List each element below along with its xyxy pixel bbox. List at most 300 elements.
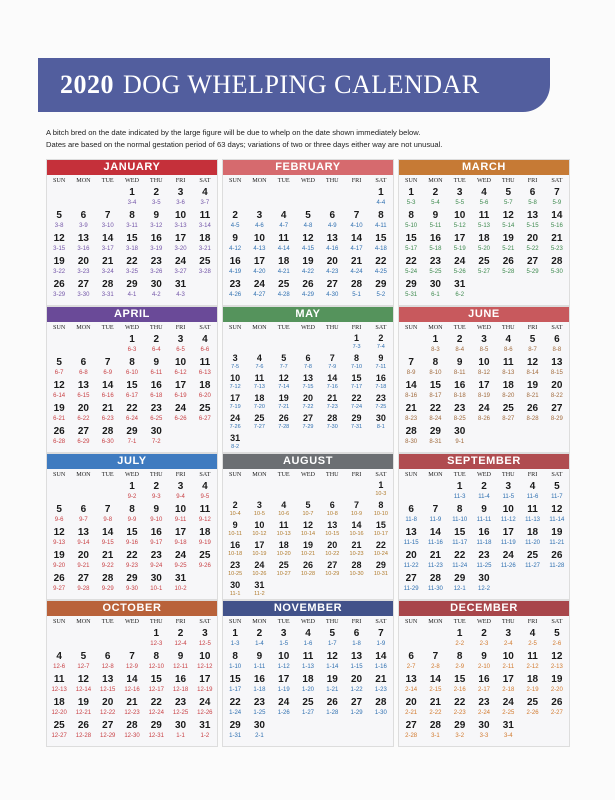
date-cell: [71, 673, 95, 696]
date-cell: [193, 696, 217, 719]
whelp-date: 6-16: [101, 393, 114, 399]
date-cell: [344, 560, 368, 580]
breeding-date: 25: [527, 550, 539, 561]
date-cell: [496, 526, 520, 549]
date-cell: [545, 549, 569, 572]
breeding-date: 23: [150, 550, 162, 561]
day-name: TUE: [277, 177, 290, 184]
whelp-date: 5-27: [477, 269, 490, 275]
date-cell: [344, 209, 368, 232]
date-cell: [344, 373, 368, 393]
breeding-date: 8: [129, 504, 135, 515]
breeding-date: 29: [126, 426, 138, 437]
breeding-date: 20: [102, 697, 114, 708]
date-cell: [369, 333, 393, 353]
date-cell: [247, 255, 271, 278]
whelp-date: 6-3: [127, 347, 137, 353]
whelp-date: 7-7: [279, 364, 288, 370]
empty-cell: [369, 580, 393, 600]
whelp-date: 3-4: [503, 733, 513, 739]
date-cell: [247, 580, 271, 600]
whelp-date: 8-14: [526, 370, 539, 376]
breeding-date: 27: [351, 697, 363, 708]
date-cell: [193, 549, 217, 572]
date-cell: [193, 209, 217, 232]
breeding-date: 27: [77, 426, 89, 437]
breeding-date: 19: [53, 256, 65, 267]
breeding-date: 20: [326, 256, 338, 267]
breeding-date: 11: [199, 357, 211, 368]
date-cell: [272, 650, 296, 673]
empty-cell: [96, 333, 120, 356]
whelp-date: 5-11: [429, 223, 442, 229]
breeding-date: 17: [278, 674, 290, 685]
whelp-date: 6-20: [198, 393, 211, 399]
breeding-date: 10: [199, 651, 211, 662]
date-cell: [47, 696, 71, 719]
whelp-date: 12-7: [77, 664, 90, 670]
breeding-date: 12: [53, 380, 65, 391]
breeding-date: 12: [77, 674, 89, 685]
whelp-date: 3-27: [174, 269, 187, 275]
date-cell: [272, 278, 296, 301]
date-cell: [520, 549, 544, 572]
breeding-date: 24: [199, 697, 211, 708]
whelp-date: 6-6: [200, 347, 210, 353]
date-cell: [296, 540, 320, 560]
breeding-date: 26: [53, 426, 65, 437]
whelp-date: 12-24: [148, 710, 164, 716]
whelp-date: 6-10: [125, 370, 138, 376]
date-cell: [120, 549, 144, 572]
breeding-date: 13: [405, 674, 417, 685]
breeding-date: 27: [102, 720, 114, 731]
date-cell: [120, 255, 144, 278]
day-name: WED: [124, 618, 140, 625]
day-name: WED: [124, 177, 140, 184]
breeding-date: 30: [150, 426, 162, 437]
whelp-date: 5-15: [526, 223, 539, 229]
day-name: SAT: [199, 324, 211, 331]
breeding-date: 1: [232, 628, 238, 639]
whelp-date: 3-23: [77, 269, 90, 275]
date-cell: [344, 333, 368, 353]
whelp-date: 1-5: [279, 641, 289, 647]
breeding-date: 10: [175, 210, 187, 221]
whelp-date: 5-13: [477, 223, 490, 229]
whelp-date: 1-13: [301, 664, 314, 670]
date-cell: [399, 209, 423, 232]
empty-cell: [247, 333, 271, 353]
whelp-date: 3-5: [151, 200, 161, 206]
whelp-date: 12-31: [148, 733, 164, 739]
breeding-date: 23: [175, 697, 187, 708]
date-cell: [47, 278, 71, 301]
month-november: [222, 600, 394, 747]
date-cell: [168, 356, 192, 379]
day-name: SUN: [228, 177, 242, 184]
date-cell: [545, 232, 569, 255]
whelp-date: 2-24: [477, 710, 490, 716]
empty-cell: [47, 333, 71, 356]
whelp-date: 3-7: [200, 200, 210, 206]
empty-cell: [296, 580, 320, 600]
breeding-date: 27: [302, 413, 313, 423]
whelp-date: 8-11: [453, 370, 466, 376]
date-cell: [344, 393, 368, 413]
breeding-date: 17: [254, 540, 265, 550]
whelp-date: 2-2: [455, 641, 465, 647]
day-name: THU: [501, 471, 515, 478]
breeding-date: 21: [102, 403, 114, 414]
breeding-date: 6: [305, 353, 311, 363]
date-cell: [369, 232, 393, 255]
date-cell: [496, 255, 520, 278]
breeding-date: 28: [102, 573, 114, 584]
whelp-date: 12-19: [197, 687, 213, 693]
day-name: FRI: [175, 471, 186, 478]
whelp-date: 9-14: [77, 540, 90, 546]
date-cell: [423, 650, 447, 673]
date-cell: [320, 278, 344, 301]
whelp-date: 8-28: [526, 416, 539, 422]
empty-cell: [71, 333, 95, 356]
whelp-date: 11-16: [427, 540, 443, 546]
whelp-date: 1-6: [303, 641, 313, 647]
empty-cell: [320, 186, 344, 209]
date-cell: [71, 696, 95, 719]
breeding-date: 15: [429, 380, 441, 391]
whelp-date: 2-8: [431, 664, 440, 670]
month-header: FEBRUARY: [223, 160, 393, 175]
breeding-date: 24: [454, 256, 466, 267]
breeding-date: 6: [80, 210, 87, 221]
whelp-date: 9-28: [77, 586, 90, 592]
whelp-date: 1-31: [229, 733, 242, 739]
date-cell: [144, 549, 168, 572]
breeding-date: 25: [478, 256, 490, 267]
breeding-date: 1: [129, 187, 135, 198]
whelp-date: 10-2: [174, 586, 187, 592]
breeding-date: 10: [502, 651, 514, 662]
date-cell: [423, 696, 447, 719]
day-name: SUN: [404, 177, 418, 184]
month-header: JULY: [47, 454, 217, 469]
breeding-date: 18: [527, 674, 539, 685]
breeding-date: 24: [478, 403, 490, 414]
date-cell: [320, 673, 344, 696]
breeding-date: 8: [456, 504, 463, 515]
date-cell: [223, 650, 247, 673]
whelp-date: 6-27: [198, 416, 211, 422]
date-cell: [423, 333, 447, 356]
whelp-date: 10-23: [349, 551, 364, 557]
breeding-date: 1: [129, 334, 135, 345]
month-header: MARCH: [399, 160, 569, 175]
date-cell: [520, 526, 544, 549]
whelp-date: 9-6: [54, 517, 64, 523]
date-cell: [296, 520, 320, 540]
whelp-date: 4-24: [350, 269, 363, 275]
day-name: SAT: [375, 471, 387, 478]
breeding-date: 12: [551, 504, 563, 515]
breeding-date: 25: [278, 279, 290, 290]
breeding-date: 12: [53, 527, 65, 538]
date-cell: [247, 393, 271, 413]
whelp-date: 2-26: [526, 710, 539, 716]
breeding-date: 12: [527, 357, 539, 368]
breeding-date: 11: [527, 504, 538, 515]
empty-cell: [320, 433, 344, 453]
whelp-date: 12-10: [148, 664, 164, 670]
breeding-date: 31: [230, 433, 241, 443]
breeding-date: 30: [429, 279, 441, 290]
whelp-date: 10-17: [373, 531, 388, 537]
date-cell: [272, 520, 296, 540]
whelp-date: 12-13: [51, 687, 67, 693]
date-cell: [296, 696, 320, 719]
date-cell: [272, 696, 296, 719]
whelp-date: 7-15: [302, 384, 314, 390]
date-cell: [545, 333, 569, 356]
whelp-date: 8-1: [376, 424, 385, 430]
empty-cell: [423, 627, 447, 650]
date-cell: [120, 526, 144, 549]
whelp-date: 11-13: [525, 517, 541, 523]
whelp-date: 3-29: [53, 292, 66, 298]
breeding-date: 28: [102, 426, 114, 437]
breeding-date: 12: [502, 210, 514, 221]
breeding-date: 18: [502, 380, 514, 391]
whelp-date: 11-3: [453, 494, 466, 500]
date-cell: [496, 650, 520, 673]
date-cell: [120, 503, 144, 526]
breeding-date: 25: [278, 560, 289, 570]
whelp-date: 7-28: [278, 424, 290, 430]
breeding-date: 20: [77, 256, 89, 267]
date-cell: [144, 572, 168, 595]
empty-cell: [272, 186, 296, 209]
whelp-date: 2-21: [405, 710, 418, 716]
date-cell: [296, 673, 320, 696]
breeding-date: 19: [302, 256, 314, 267]
date-cell: [448, 379, 472, 402]
whelp-date: 12-26: [197, 710, 213, 716]
breeding-date: 3: [177, 334, 184, 345]
breeding-date: 7: [329, 353, 335, 363]
day-name: SAT: [375, 177, 387, 184]
breeding-date: 19: [53, 550, 65, 561]
breeding-date: 17: [502, 527, 514, 538]
whelp-date: 12-22: [100, 710, 116, 716]
breeding-date: 5: [529, 334, 536, 345]
date-cell: [272, 540, 296, 560]
day-name: TUE: [453, 471, 466, 478]
whelp-date: 2-18: [502, 687, 515, 693]
empty-cell: [520, 278, 544, 301]
whelp-date: 4-20: [253, 269, 266, 275]
day-name: SAT: [551, 177, 563, 184]
whelp-date: 9-16: [125, 540, 138, 546]
whelp-date: 9-20: [53, 563, 66, 569]
date-cell: [96, 278, 120, 301]
breeding-date: 6: [353, 628, 360, 639]
breeding-date: 4: [202, 481, 208, 492]
date-cell: [168, 549, 192, 572]
whelp-date: 4-5: [230, 223, 240, 229]
empty-cell: [344, 719, 368, 742]
whelp-date: 4-10: [350, 223, 363, 229]
whelp-date: 8-8: [552, 347, 562, 353]
date-cell: [448, 627, 472, 650]
breeding-date: 2: [456, 334, 463, 345]
breeding-date: 18: [278, 540, 289, 550]
date-cell: [399, 278, 423, 301]
empty-cell: [472, 278, 496, 301]
breeding-date: 24: [278, 697, 290, 708]
date-cell: [47, 255, 71, 278]
breeding-date: 4: [202, 334, 208, 345]
whelp-date: 6-5: [176, 347, 185, 353]
whelp-date: 10-9: [351, 511, 363, 517]
breeding-date: 21: [102, 256, 114, 267]
date-cell: [399, 673, 423, 696]
month-header: JANUARY: [47, 160, 217, 175]
whelp-date: 6-8: [79, 370, 88, 376]
date-cell: [47, 526, 71, 549]
whelp-date: 11-21: [549, 540, 565, 546]
date-cell: [144, 696, 168, 719]
date-cell: [272, 413, 296, 433]
whelp-date: 2-19: [526, 687, 539, 693]
whelp-date: 9-5: [200, 494, 210, 500]
date-cell: [520, 650, 544, 673]
breeding-date: 5: [305, 210, 311, 221]
date-cell: [423, 232, 447, 255]
whelp-date: 10-31: [373, 571, 388, 577]
whelp-date: 5-25: [429, 269, 442, 275]
date-cell: [223, 520, 247, 540]
whelp-date: 6-7: [54, 370, 64, 376]
whelp-date: 7-29: [302, 424, 314, 430]
whelp-date: 1-25: [253, 710, 266, 716]
day-name: MON: [252, 618, 267, 625]
whelp-date: 11-7: [551, 494, 563, 500]
breeding-date: 21: [551, 233, 563, 244]
empty-cell: [296, 186, 320, 209]
whelp-date: 4-25: [374, 269, 387, 275]
breeding-date: 29: [150, 720, 162, 731]
date-cell: [344, 413, 368, 433]
day-name: THU: [149, 471, 163, 478]
day-name: MON: [252, 471, 267, 478]
whelp-date: 4-6: [255, 223, 264, 229]
date-cell: [47, 503, 71, 526]
breeding-date: 10: [278, 651, 290, 662]
breeding-date: 15: [351, 373, 362, 383]
breeding-date: 23: [150, 256, 162, 267]
breeding-date: 20: [77, 550, 89, 561]
day-name: SAT: [199, 177, 211, 184]
breeding-date: 17: [230, 393, 241, 403]
date-cell: [496, 503, 520, 526]
breeding-date: 11: [278, 233, 289, 244]
whelp-date: 7-31: [351, 424, 363, 430]
whelp-date: 1-14: [326, 664, 339, 670]
whelp-date: 8-17: [429, 393, 442, 399]
date-cell: [96, 696, 120, 719]
date-cell: [47, 209, 71, 232]
empty-cell: [344, 580, 368, 600]
date-cell: [496, 402, 520, 425]
date-cell: [399, 402, 423, 425]
date-cell: [320, 696, 344, 719]
date-cell: [120, 425, 144, 448]
empty-cell: [96, 186, 120, 209]
whelp-date: 6-1: [431, 292, 440, 298]
breeding-date: 3: [256, 210, 263, 221]
breeding-date: 3: [481, 334, 487, 345]
empty-cell: [247, 186, 271, 209]
day-name: WED: [300, 471, 316, 478]
month-march: [398, 159, 570, 306]
date-cell: [193, 627, 217, 650]
day-name: SAT: [551, 324, 563, 331]
date-cell: [247, 696, 271, 719]
whelp-date: 7-22: [302, 404, 314, 410]
date-cell: [448, 572, 472, 595]
date-cell: [96, 209, 120, 232]
whelp-date: 2-3: [479, 641, 489, 647]
breeding-date: 27: [551, 403, 563, 414]
month-december: [398, 600, 570, 747]
month-header: OCTOBER: [47, 601, 217, 616]
date-cell: [399, 650, 423, 673]
whelp-date: 11-27: [525, 563, 541, 569]
date-cell: [423, 209, 447, 232]
date-cell: [296, 353, 320, 373]
date-cell: [71, 356, 95, 379]
whelp-date: 8-26: [477, 416, 490, 422]
date-cell: [47, 549, 71, 572]
whelp-date: 9-19: [198, 540, 211, 546]
whelp-date: 7-18: [375, 384, 387, 390]
date-cell: [168, 696, 192, 719]
breeding-date: 23: [454, 403, 466, 414]
breeding-date: 9: [378, 353, 384, 363]
whelp-date: 5-4: [431, 200, 440, 206]
date-cell: [320, 627, 344, 650]
date-cell: [448, 333, 472, 356]
breeding-date: 1: [129, 481, 135, 492]
breeding-date: 9: [456, 357, 463, 368]
whelp-date: 12-12: [197, 664, 213, 670]
empty-cell: [520, 719, 544, 742]
whelp-date: 11-30: [427, 586, 443, 592]
whelp-date: 1-30: [374, 710, 387, 716]
date-cell: [399, 526, 423, 549]
title-banner: [38, 58, 550, 112]
breeding-date: 3: [456, 187, 463, 198]
empty-cell: [344, 480, 368, 500]
date-cell: [369, 186, 393, 209]
day-name: SUN: [228, 471, 242, 478]
breeding-date: 4: [256, 353, 262, 363]
date-cell: [47, 402, 71, 425]
whelp-date: 10-6: [278, 511, 290, 517]
breeding-date: 16: [454, 380, 466, 391]
date-cell: [344, 673, 368, 696]
